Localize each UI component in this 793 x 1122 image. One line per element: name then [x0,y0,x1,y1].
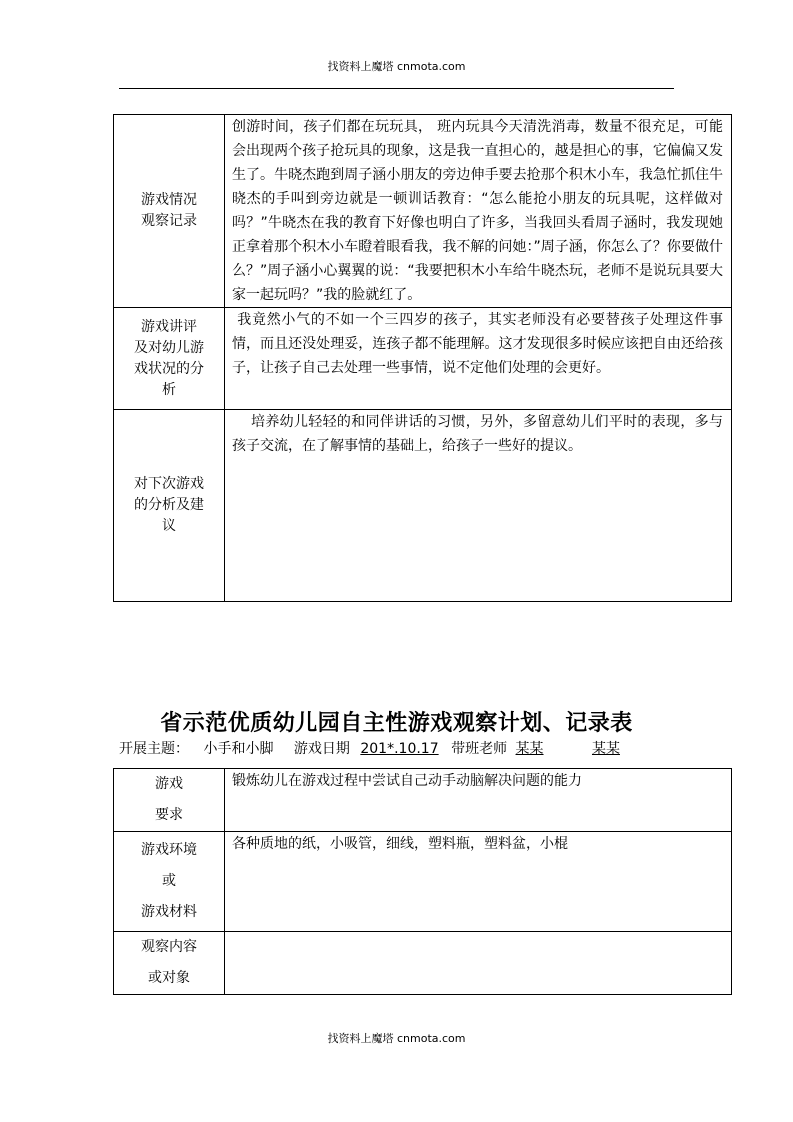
table-row [114,115,732,308]
row-label-requirement [114,769,225,832]
table-row [114,410,732,602]
document-title: 省示范优质幼儿园自主性游戏观察计划、记录表 [160,710,633,736]
page-footer: 找资料上魔塔 cnmota.com [327,1032,466,1045]
row-label-environment [114,832,225,932]
game-meta-line [119,738,620,758]
observation-target-text [225,932,732,995]
observation-record-text: 创游时间，孩子们都在玩玩具， 班内玩具今天清洗消毒，数量不很充足，可能会出现两个孩子抢玩具的现象，这是我一直担心的，越是担心的事，它偏偏又发生了。牛晓杰跑到周子涵小朋友的旁边伸手要去抢那个积木小车，我急忙抓住牛晓杰的手叫到旁边就是一顿训话教育：“怎么能抢小朋友的玩具呢，这样做对吗？”牛晓杰在我的教育下好像也明白了许多，当我回头看周子涵时，我发现她正拿着那个积木小车瞪着眼看我，我不解的问她：”周子涵，你怎么了？你要做什么？”周子涵小心翼翼的说：“我要把积木小车给牛晓杰玩，老师不是说玩具要大家一起玩吗？”我的脸就红了。 [225,115,732,308]
requirement-text: 锻炼幼儿在游戏过程中尝试自己动手动脑解决问题的能力 [225,769,732,832]
table-row [114,832,732,932]
theme-value: 小手和小脚 [203,741,274,757]
label-text: 游戏讲评 及对幼儿游 戏状况的分 析 [134,318,204,398]
date-label: 游戏日期 [293,741,350,757]
analysis-text: 我竟然小气的不如一个三四岁的孩子，其实老师没有必要替孩子处理这件事情，而且还没处理妥，连孩子都不能理解。这才发现很多时候应该把自由还给孩子，让孩子自己去处理一些事情，说不定他们处理的会更好。 [225,308,732,410]
page-header: 找资料上魔塔 cnmota.com [327,60,466,73]
teacher-value-2: 某某 [591,741,620,757]
header-divider [119,88,674,89]
table-row [114,308,732,410]
materials-text: 各种质地的纸，小吸管，细线，塑料瓶，塑料盆，小棍 [225,832,732,932]
suggestion-text: 培养幼儿轻轻的和同伴讲话的习惯，另外，多留意幼儿们平时的表现，多与孩子交流，在了解事情的基础上，给孩子一些好的提议。 [225,410,732,602]
observation-plan-table [113,768,732,995]
teacher-label: 带班老师 [451,741,508,757]
row-label-observation [114,115,225,308]
date-value: 201*.10.17 [360,741,439,757]
teacher-value: 某某 [515,741,544,757]
label-text: 观察内容 或对象 [141,939,197,986]
table-row [114,769,732,832]
label-text: 对下次游戏 的分析及建 议 [134,476,204,534]
row-label-observation-target [114,932,225,995]
table-row [114,932,732,995]
label-text: 游戏 要求 [155,776,183,823]
label-text: 游戏情况 观察记录 [141,192,197,229]
row-label-analysis [114,308,225,410]
row-label-suggestion [114,410,225,602]
observation-record-table [113,114,732,602]
theme-label: 开展主题： [119,741,189,757]
label-text: 游戏环境 或 游戏材料 [141,842,197,920]
